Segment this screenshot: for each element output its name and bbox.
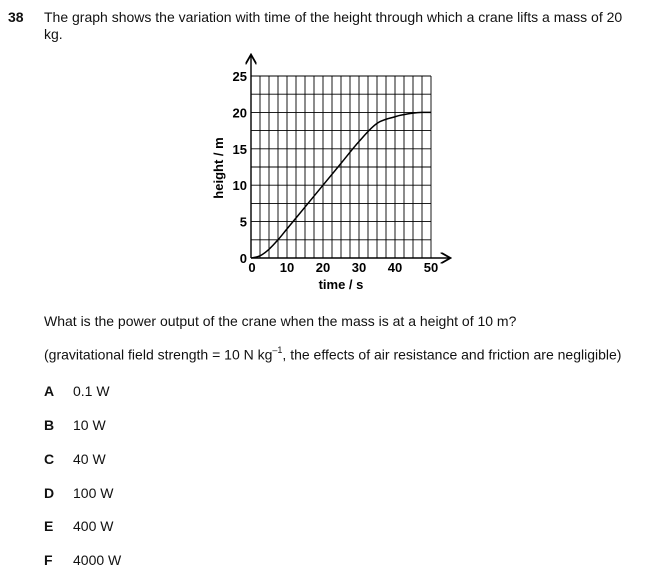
y-tick-label: 10 [232, 178, 247, 194]
x-axis-label: time / s [318, 277, 364, 292]
option-e[interactable] [44, 518, 113, 534]
option-a[interactable] [44, 383, 110, 399]
question-stem: The graph shows the variation with time of the height through which a crane lifts a mass of 20 kg. [44, 9, 623, 42]
option-letter: E [44, 518, 54, 534]
x-tick-label: 40 [387, 260, 403, 275]
question-note [44, 346, 621, 363]
option-letter: F [44, 552, 53, 568]
note-superscript: –1 [272, 345, 283, 355]
option-text: 10 W [73, 417, 106, 433]
option-text: 400 W [73, 518, 114, 534]
y-tick-label: 25 [232, 69, 247, 84]
x-tick-label: 20 [315, 260, 331, 275]
tick-labels [233, 69, 439, 275]
x-tick-label: 0 [248, 260, 256, 275]
y-tick-label: 0 [239, 251, 247, 266]
x-tick-label: 50 [423, 260, 439, 275]
option-c[interactable] [44, 451, 106, 467]
option-text: 100 W [73, 485, 114, 501]
y-tick-label: 20 [232, 105, 247, 121]
grid [251, 76, 431, 258]
y-tick-label: 15 [232, 141, 247, 157]
option-letter: C [44, 451, 55, 467]
note-text: (gravitational field strength = 10 N kg [44, 346, 273, 363]
option-letter: D [44, 485, 55, 501]
option-b[interactable] [44, 417, 106, 433]
option-f[interactable] [44, 552, 121, 568]
option-text: 4000 W [73, 552, 122, 568]
y-tick-label: 5 [239, 214, 247, 230]
option-text: 0.1 W [73, 383, 110, 399]
question-number: 38 [8, 9, 24, 25]
x-tick-label: 10 [279, 260, 295, 275]
option-text: 40 W [73, 451, 106, 467]
y-axis-label: height / m [211, 137, 226, 199]
option-d[interactable] [44, 485, 113, 501]
x-tick-label: 30 [351, 260, 367, 275]
note-text-end: , the effects of air resistance and friction are negligible) [282, 346, 622, 363]
question-prompt: What is the power output of the crane when the mass is at a height of 10 m? [44, 313, 517, 329]
option-letter: A [44, 383, 55, 399]
option-letter: B [44, 417, 55, 433]
